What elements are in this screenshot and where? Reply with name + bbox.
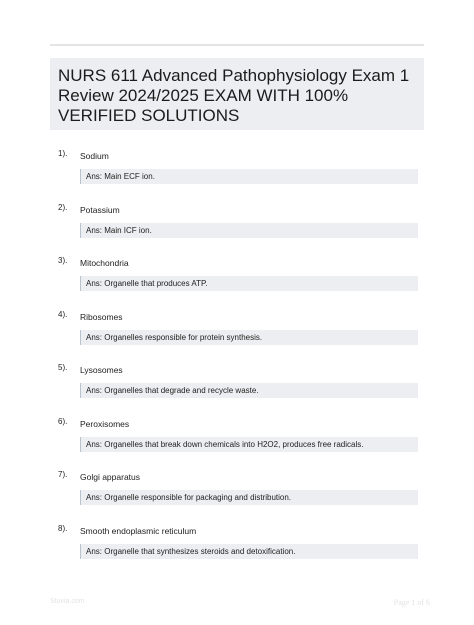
question-item — [0, 146, 474, 200]
page-title: NURS 611 Advanced Pathophysiology Exam 1 Review 2024/2025 EXAM WITH 100% VERIFIED SOLUTIONS — [58, 66, 410, 125]
answer-box: Ans: Organelles responsible for protein synthesis. — [80, 330, 418, 345]
question-term: Potassium — [80, 204, 120, 215]
question-number: 3). — [58, 256, 68, 265]
question-item — [0, 307, 474, 361]
question-item — [0, 253, 474, 307]
question-item — [0, 521, 474, 575]
question-term: Smooth endoplasmic reticulum — [80, 525, 197, 536]
answer-box: Ans: Organelle that produces ATP. — [80, 276, 418, 291]
answer-box: Ans: Organelles that break down chemicals into H2O2, produces free radicals. — [80, 437, 418, 452]
question-term: Golgi apparatus — [80, 472, 141, 482]
answer-box: Ans: Organelle responsible for packaging and distribution. — [80, 490, 418, 505]
question-number: 1). — [58, 149, 68, 158]
question-term: Ribosomes — [80, 311, 123, 322]
question-item — [0, 414, 474, 468]
question-item — [0, 467, 474, 521]
page-number: Page 1 of 6 — [393, 598, 430, 607]
footer-watermark: Stuvia.com — [50, 598, 85, 605]
question-list — [0, 146, 474, 574]
question-term: Mitochondria — [80, 258, 129, 268]
question-number: 2). — [58, 202, 68, 212]
answer-box: Ans: Main ICF ion. — [80, 223, 418, 238]
top-divider — [50, 44, 424, 46]
question-number: 4). — [58, 309, 68, 319]
question-item — [0, 360, 474, 414]
question-term: Lysosomes — [80, 365, 123, 375]
answer-box: Ans: Organelle that synthesizes steroids and detoxification. — [80, 544, 418, 559]
question-number: 8). — [58, 523, 68, 533]
question-number: 6). — [58, 416, 68, 426]
question-number: 5). — [58, 363, 68, 372]
question-term: Peroxisomes — [80, 418, 130, 429]
answer-box: Ans: Organelles that degrade and recycle waste. — [80, 383, 418, 398]
question-number: 7). — [58, 470, 68, 479]
title-banner — [50, 58, 424, 130]
answer-box: Ans: Main ECF ion. — [80, 169, 418, 184]
question-item — [0, 200, 474, 254]
question-term: Sodium — [80, 151, 109, 161]
